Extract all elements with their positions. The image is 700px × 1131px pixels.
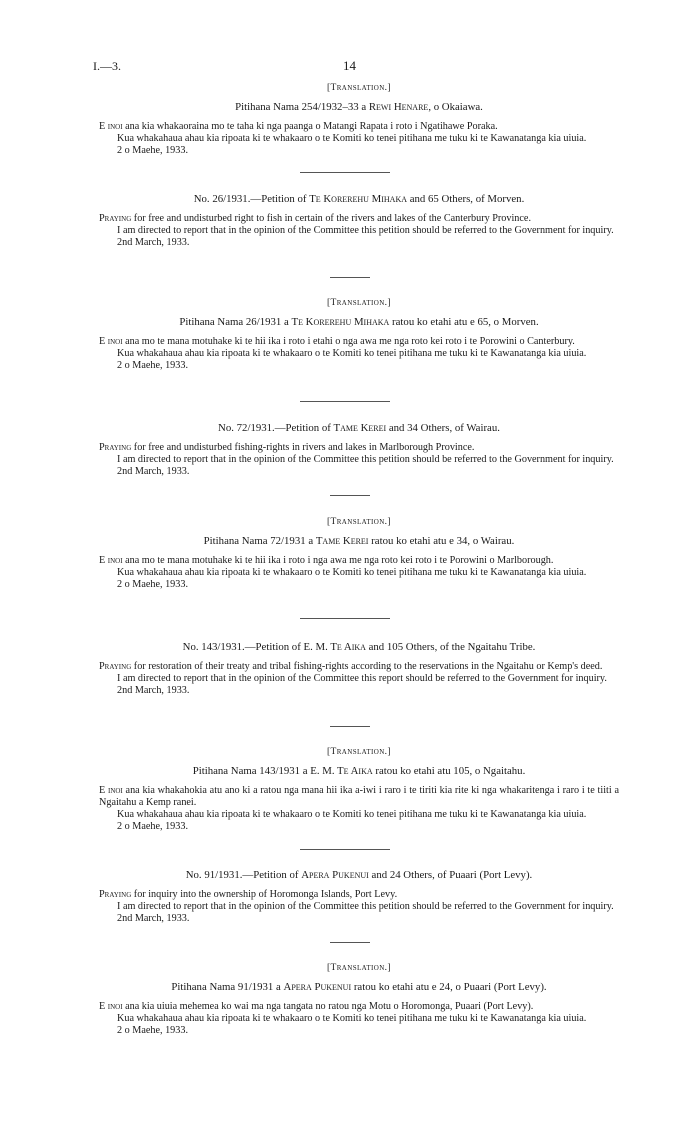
report-paragraph: I am directed to report that in the opinion of the Committee this petition should be referred to the Government for inquiry.	[117, 901, 614, 912]
report-paragraph: I am directed to report that in the opinion of the Committee this petition should be referred to the Government for inquiry.	[117, 454, 614, 465]
section-title: No. 26/1931.—Petition of Te Korerehu Mihaka and 65 Others, of Morven.	[193, 193, 525, 205]
translation-section	[99, 746, 619, 833]
prayer-paragraph: E inoi ana kia whakaoraina mo te taha ki nga paanga o Matangi Rapata i roto i Ngatihawe Poraka.	[99, 121, 498, 132]
date-line: 2 o Maehe, 1933.	[117, 579, 189, 590]
prayer-paragraph: E inoi ana mo te mana motuhake ki te hii ika i roto i etahi o nga awa me nga roto kei roto i te Porowini o Canterbury.	[99, 336, 575, 347]
petitioner-name: E. M. Te Aika	[303, 641, 366, 653]
report-paragraph: Kua whakahaua ahau kia ripoata ki te whakaaro o te Komiti ko tenei pitihana me tuku ki te Kawanatanga kia uiuia.	[117, 567, 587, 578]
petitioner-name: Rewi Henare	[368, 101, 429, 113]
section-title: Pitihana Nama 254/1932–33 a Rewi Henare, o Okaiawa.	[235, 101, 483, 113]
date-line: 2nd March, 1933.	[117, 685, 190, 696]
section-title: No. 72/1931.—Petition of Tame Kerei and 34 Others, of Wairau.	[218, 422, 500, 434]
translation-label: [Translation.]	[326, 747, 392, 757]
translation-label: [Translation.]	[326, 83, 392, 93]
date-line: 2nd March, 1933.	[117, 913, 190, 924]
translation-section	[99, 516, 619, 591]
prayer-paragraph: Praying for restoration of their treaty and tribal fishing-rights according to the reservations in the Ngaitahu or Kemp's deed.	[99, 661, 603, 672]
prayer-paragraph: Praying for inquiry into the ownership of Horomonga Islands, Port Levy.	[99, 889, 398, 900]
date-line: 2 o Maehe, 1933.	[117, 360, 189, 371]
page-number: 14	[343, 58, 356, 73]
report-paragraph: I am directed to report that in the opinion of the Committee this report should be referred to the Government for inquiry.	[117, 673, 607, 684]
prayer-paragraph: Praying for free and undisturbed right to fish in certain of the rivers and lakes of the Canterbury Province.	[99, 213, 531, 224]
petitioner-name: E. M. Te Aika	[310, 765, 373, 777]
petitioner-name: Apera Pukenui	[283, 981, 352, 993]
petitioner-name: Te Korerehu Mihaka	[291, 316, 390, 328]
petition-section	[99, 641, 619, 697]
document-reference: I.—3.	[93, 59, 121, 73]
prayer-paragraph: E inoi ana kia whakahokia atu ano ki a ratou nga mana hii ika a-iwi i raro i te tiriti kia rite ki nga whakaritenga i raro i te tiiti a Ngaitahu a Kemp ranei.	[99, 785, 620, 808]
prayer-paragraph: E inoi ana kia uiuia mehemea ko wai ma nga tangata no ratou nga Motu o Horomonga, Puaari (Port Levy).	[99, 1001, 534, 1012]
section-divider	[330, 726, 370, 727]
section-divider	[330, 942, 370, 943]
date-line: 2 o Maehe, 1933.	[117, 821, 189, 832]
translation-label: [Translation.]	[326, 298, 392, 308]
section-title: No. 143/1931.—Petition of E. M. Te Aika and 105 Others, of the Ngaitahu Tribe.	[182, 641, 536, 653]
date-line: 2nd March, 1933.	[117, 466, 190, 477]
date-line: 2 o Maehe, 1933.	[117, 1025, 189, 1036]
petition-section	[99, 422, 619, 478]
section-divider	[330, 277, 370, 278]
report-paragraph: Kua whakahaua ahau kia ripoata ki te whakaaro o te Komiti ko tenei pitihana me tuku ki te Kawanatanga kia uiuia.	[117, 1013, 587, 1024]
section-title: Pitihana Nama 91/1931 a Apera Pukenui ratou ko etahi atu e 24, o Puaari (Port Levy).	[171, 981, 547, 993]
date-line: 2 o Maehe, 1933.	[117, 145, 189, 156]
prayer-paragraph: Praying for free and undisturbed fishing-rights in rivers and lakes in Marlborough Province.	[99, 442, 475, 453]
section-title: No. 91/1931.—Petition of Apera Pukenui and 24 Others, of Puaari (Port Levy).	[185, 869, 533, 881]
translation-section	[99, 82, 619, 157]
translation-section	[99, 962, 619, 1037]
report-paragraph: I am directed to report that in the opinion of the Committee this petition should be referred to the Government for inquiry.	[117, 225, 614, 236]
section-title: Pitihana Nama 72/1931 a Tame Kerei ratou ko etahi atu e 34, o Wairau.	[203, 535, 515, 547]
petition-section	[99, 193, 619, 249]
report-paragraph: Kua whakahaua ahau kia ripoata ki te whakaaro o te Komiti ko tenei pitihana me tuku ki te Kawanatanga kia uiuia.	[117, 133, 587, 144]
section-divider	[300, 401, 390, 402]
translation-label: [Translation.]	[326, 517, 392, 527]
petition-section	[99, 869, 619, 925]
section-divider	[330, 495, 370, 496]
petitioner-name: Tame Kerei	[315, 535, 369, 547]
prayer-paragraph: E inoi ana mo te mana motuhake ki te hii ika i roto i nga awa me nga roto kei roto i te Porowini o Marlborough.	[99, 555, 554, 566]
petitioner-name: Tame Kerei	[333, 422, 387, 434]
section-divider	[300, 172, 390, 173]
report-paragraph: Kua whakahaua ahau kia ripoata ki te whakaaro o te Komiti ko tenei pitihana me tuku ki te Kawanatanga kia uiuia.	[117, 809, 587, 820]
translation-label: [Translation.]	[326, 963, 392, 973]
section-title: Pitihana Nama 26/1931 a Te Korerehu Mihaka ratou ko etahi atu e 65, o Morven.	[179, 316, 539, 328]
section-divider	[300, 618, 390, 619]
date-line: 2nd March, 1933.	[117, 237, 190, 248]
translation-section	[99, 297, 619, 372]
report-paragraph: Kua whakahaua ahau kia ripoata ki te whakaaro o te Komiti ko tenei pitihana me tuku ki te Kawanatanga kia uiuia.	[117, 348, 587, 359]
section-title: Pitihana Nama 143/1931 a E. M. Te Aika ratou ko etahi atu 105, o Ngaitahu.	[192, 765, 526, 777]
petitioner-name: Apera Pukenui	[301, 869, 369, 881]
section-divider	[300, 849, 390, 850]
petitioner-name: Te Korerehu Mihaka	[309, 193, 408, 205]
